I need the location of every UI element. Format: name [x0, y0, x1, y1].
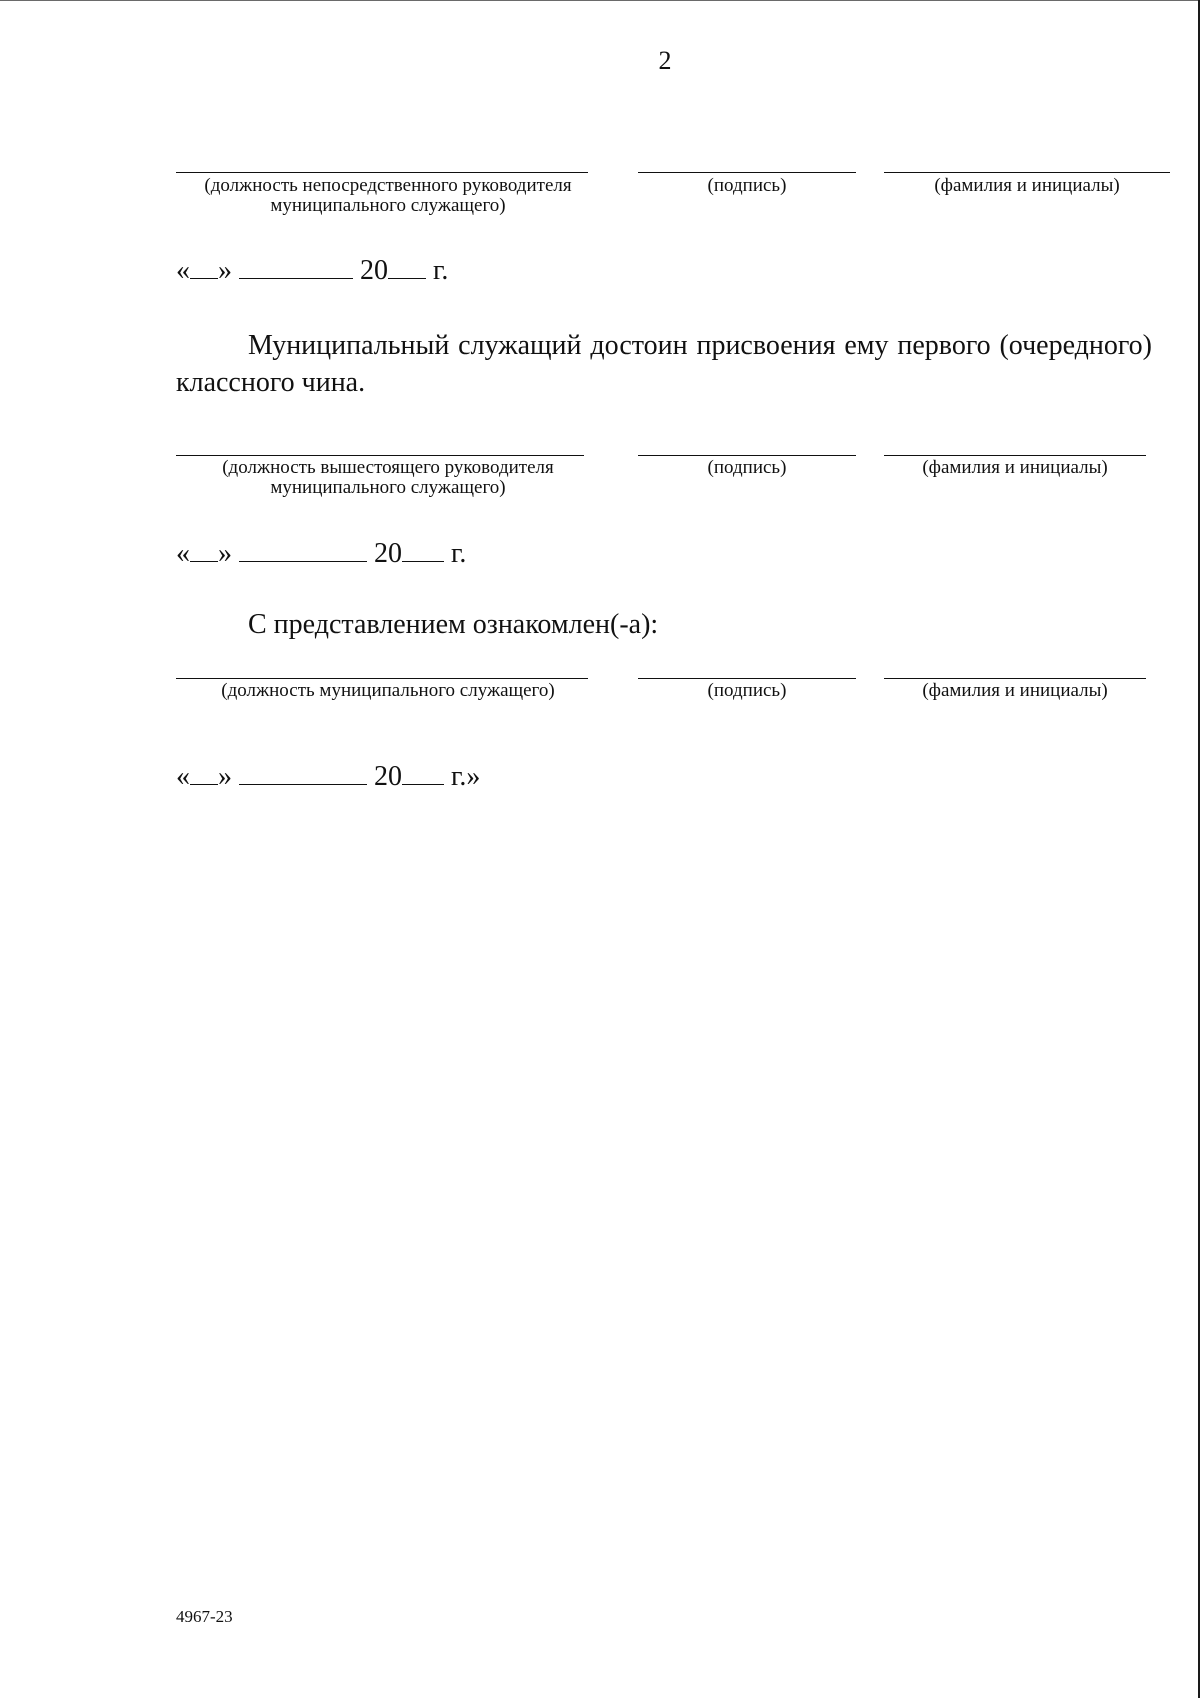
- position-line: [176, 172, 588, 173]
- month-blank: [239, 254, 353, 279]
- position-caption: [188, 458, 588, 498]
- name-line: [884, 172, 1170, 173]
- document-code: 4967-23: [176, 1607, 233, 1626]
- name-line: [884, 455, 1146, 456]
- year-suffix: г.: [433, 255, 449, 286]
- year-blank: [402, 537, 444, 562]
- position-line: [176, 455, 584, 456]
- statement-paragraph: Муниципальный служащий достоин присвоения ему первого (очередного) классного чина.: [176, 330, 1152, 398]
- year-blank: [388, 254, 426, 279]
- close-quote: »: [218, 255, 232, 286]
- scan-border-top: [0, 0, 1200, 1]
- position-caption-line1: (должность непосредственного руководителя: [204, 175, 572, 196]
- position-caption: (должность муниципального служащего): [221, 680, 555, 701]
- signature-caption: (подпись): [707, 457, 787, 478]
- open-quote: «: [176, 538, 190, 569]
- name-caption: (фамилия и инициалы): [934, 175, 1120, 196]
- year-prefix: 20: [374, 761, 402, 792]
- position-caption: [176, 176, 600, 216]
- position-line: [176, 678, 588, 679]
- year-blank: [402, 760, 444, 785]
- year-suffix: г.»: [451, 761, 481, 792]
- position-caption-line2: муниципального служащего): [270, 477, 506, 498]
- position-caption-line1: (должность вышестоящего руководителя: [222, 457, 554, 478]
- year-suffix: г.: [451, 538, 467, 569]
- page-number: 2: [658, 46, 672, 75]
- date-line: [176, 760, 480, 793]
- position-caption-line2: муниципального служащего): [270, 195, 506, 216]
- name-caption: (фамилия и инициалы): [922, 680, 1108, 701]
- day-blank: [190, 254, 218, 279]
- date-line: [176, 537, 466, 570]
- year-prefix: 20: [374, 538, 402, 569]
- signature-caption: (подпись): [707, 680, 787, 701]
- close-quote: »: [218, 761, 232, 792]
- open-quote: «: [176, 255, 190, 286]
- day-blank: [190, 537, 218, 562]
- open-quote: «: [176, 761, 190, 792]
- date-line: [176, 254, 448, 287]
- month-blank: [239, 537, 367, 562]
- signature-line: [638, 172, 856, 173]
- year-prefix: 20: [360, 255, 388, 286]
- signature-line: [638, 678, 856, 679]
- month-blank: [239, 760, 367, 785]
- day-blank: [190, 760, 218, 785]
- signature-caption: (подпись): [707, 175, 787, 196]
- close-quote: »: [218, 538, 232, 569]
- name-caption: (фамилия и инициалы): [922, 457, 1108, 478]
- signature-line: [638, 455, 856, 456]
- name-line: [884, 678, 1146, 679]
- acknowledgement-text: С представлением ознакомлен(-а):: [248, 609, 659, 640]
